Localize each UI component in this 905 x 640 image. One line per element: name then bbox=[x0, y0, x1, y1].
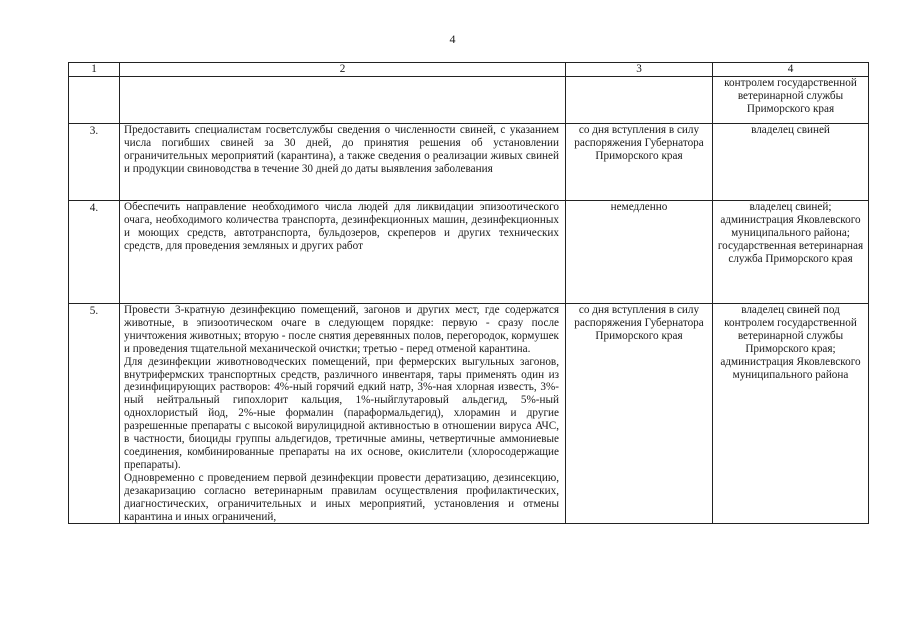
row-action bbox=[120, 124, 566, 201]
row-number: 5. bbox=[69, 304, 120, 524]
column-header: 2 bbox=[120, 63, 566, 77]
row-number: 4. bbox=[69, 201, 120, 304]
table-row bbox=[69, 124, 869, 201]
action-paragraph: Одновременно с проведением первой дезинфекции провести дератизацию, дезинсекцию, дезакаризацию согласно ветеринарным правилам осуществления профилактических, диагностических, ограничительных и иных мероприятий, установления и отмены карантина и иных ограничений, bbox=[124, 471, 559, 523]
column-header: 4 bbox=[713, 63, 869, 77]
row-number bbox=[69, 77, 120, 124]
table-row bbox=[69, 77, 869, 124]
row-executor: владелец свиней bbox=[713, 124, 869, 201]
table-header-row bbox=[69, 63, 869, 77]
page-number: 4 bbox=[449, 32, 456, 46]
row-action bbox=[120, 304, 566, 524]
table-row bbox=[69, 201, 869, 304]
row-deadline bbox=[566, 77, 713, 124]
measures-table bbox=[68, 62, 869, 524]
row-number: 3. bbox=[69, 124, 120, 201]
row-executor: владелец свиней под контролем государственной ветеринарной службы Приморского края; администрация Яковлевского муниципального района bbox=[713, 304, 869, 524]
column-header: 1 bbox=[69, 63, 120, 77]
action-paragraph: Провести 3-кратную дезинфекцию помещений, загонов и других мест, где содержатся животные, в эпизоотическом очаге в следующем порядке: первую - сразу после уничтожения животных; вторую - после снятия деревянных полов, перегородок, кормушек и проведения тщательной механической очистки; третью - перед отменой карантина. bbox=[124, 304, 559, 355]
row-deadline: со дня вступления в силу распоряжения Губернатора Приморского края bbox=[566, 124, 713, 201]
row-action bbox=[120, 77, 566, 124]
action-paragraph: Предоставить специалистам госветслужбы сведения о численности свиней, с указанием числа погибших свиней за 30 дней, до принятия решения об установлении ограничительных мероприятий (карантина), а также сведения о реализации живых свиней и продукции свиноводства в течение 30 дней до даты выявления заболевания bbox=[124, 124, 559, 175]
row-executor: владелец свиней; администрация Яковлевского муниципального района; государственная ветеринарная служба Приморского края bbox=[713, 201, 869, 304]
row-executor: контролем государственной ветеринарной службы Приморского края bbox=[713, 77, 869, 124]
row-deadline: со дня вступления в силу распоряжения Губернатора Приморского края bbox=[566, 304, 713, 524]
row-action bbox=[120, 201, 566, 304]
row-deadline: немедленно bbox=[566, 201, 713, 304]
action-paragraph: Обеспечить направление необходимого числа людей для ликвидации эпизоотического очага, необходимого количества транспорта, дезинфекционных машин, дезинфекционных и моющих средств, автотранспорта, бульдозеров, скреперов и других технических средств, для проведения земляных и других работ bbox=[124, 201, 559, 252]
table-row bbox=[69, 304, 869, 524]
column-header: 3 bbox=[566, 63, 713, 77]
action-paragraph: Для дезинфекции животноводческих помещений, при фермерских выгульных загонов, внутрифермских транспортных средств, различного инвентаря, тары применять один из дезинфицирующих растворов: 4%-ный горячий едкий натр, 3%-ная хлорная известь, 3%-ный нейтральный гипохлорит кальция, 1%-ныйглутаровый альдегид, 5%-ный однохлористый йод, 2%-ные формалин (параформальдегид), хлорамин и другие разрешенные препараты с высокой вирулицидной активностью в отношении вируса АЧС, в частности, биоциды группы альдегидов, третичные амины, четвертичные аммониевые соединения, комбинированные препараты на их основе, окислители (хлоросодержащие препараты). bbox=[124, 355, 559, 471]
